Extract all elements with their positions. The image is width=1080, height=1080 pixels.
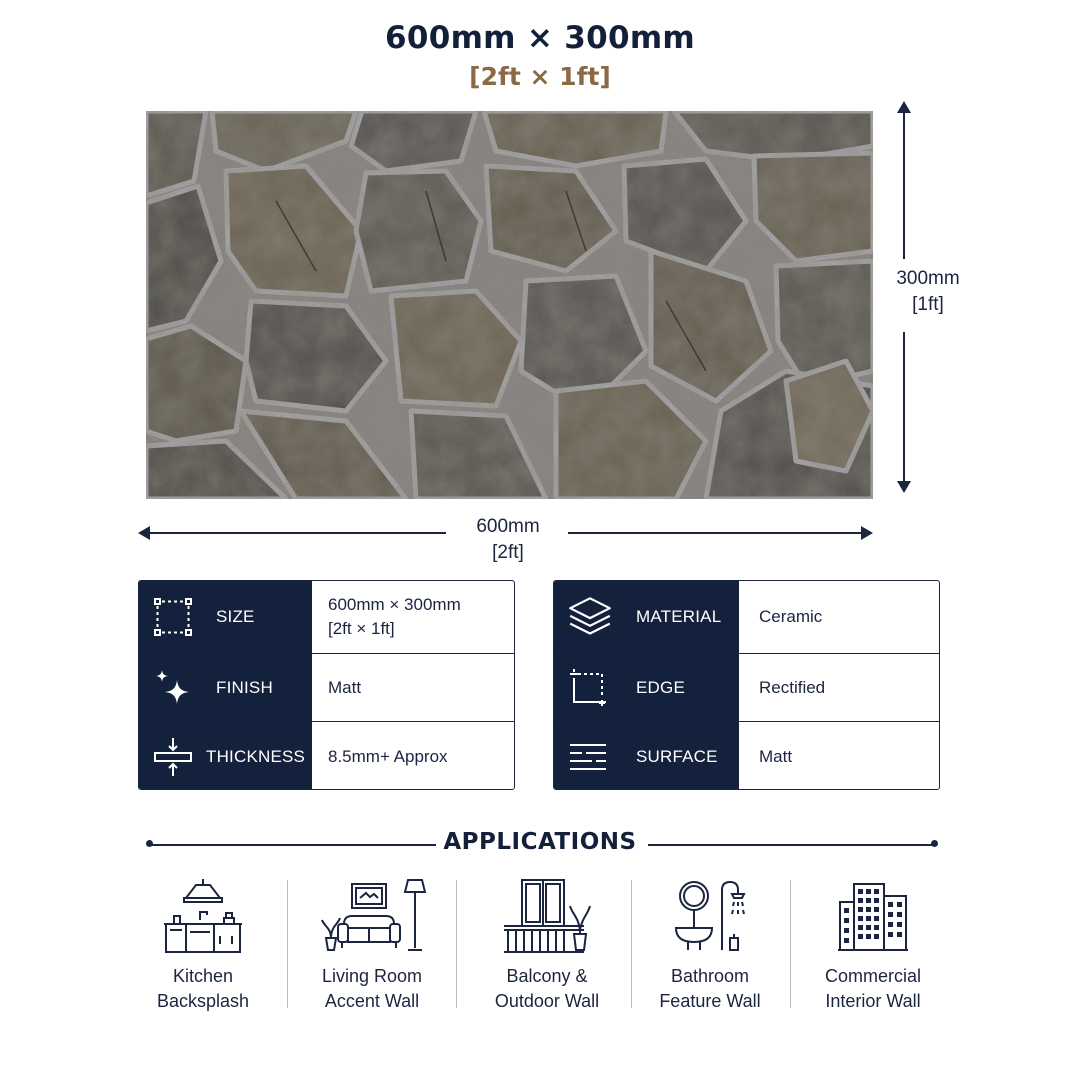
- application-label: [122, 964, 284, 1014]
- spec-value-size-line2: [2ft × 1ft]: [328, 619, 395, 638]
- width-value: 600mm: [476, 516, 540, 537]
- height-dimension-line-lower: [903, 332, 905, 482]
- spec-key-cell: [554, 581, 739, 653]
- living-room-icon: [318, 878, 426, 954]
- spec-value-finish: Matt: [328, 677, 362, 697]
- spec-label-thickness: THICKNESS: [206, 746, 306, 766]
- application-label-line2: Accent Wall: [324, 991, 420, 1011]
- spec-table-right: [553, 580, 940, 790]
- surface-lines-icon: [568, 737, 608, 777]
- width-dimension-line: [148, 532, 446, 534]
- balcony-icon: [502, 878, 592, 954]
- divider-dot-right: [931, 840, 938, 847]
- application-label-line1: Living Room: [321, 966, 423, 986]
- width-dimension-label: [448, 514, 568, 566]
- application-kitchen: [122, 878, 284, 1018]
- spec-row-material: [554, 581, 939, 654]
- application-label-line2: Backsplash: [156, 991, 250, 1011]
- spec-key-cell: [554, 722, 739, 790]
- height-imperial: [1ft]: [912, 294, 944, 315]
- dimension-arrow-right-icon: [861, 526, 873, 540]
- tile-preview-image: [146, 111, 873, 499]
- edge-corner-icon: [568, 668, 608, 708]
- spec-row-thickness: [139, 722, 514, 790]
- application-separator: [790, 880, 791, 1008]
- application-living-room: [291, 878, 453, 1018]
- application-separator: [287, 880, 288, 1008]
- application-commercial: [792, 878, 954, 1018]
- spec-key-cell: [139, 654, 312, 721]
- application-label: [466, 964, 628, 1014]
- width-imperial: [2ft]: [492, 542, 524, 563]
- size-frame-icon: [153, 597, 193, 637]
- kitchen-icon: [162, 878, 244, 954]
- spec-row-surface: [554, 722, 939, 790]
- spec-label-surface: SURFACE: [636, 746, 718, 766]
- divider-line-right: [648, 844, 934, 846]
- spec-value-surface: Matt: [759, 746, 793, 766]
- spec-key-cell: [139, 581, 312, 653]
- application-bathroom: [629, 878, 791, 1018]
- spec-key-cell: [139, 722, 312, 790]
- spec-label-finish: FINISH: [216, 677, 273, 697]
- spec-row-edge: [554, 654, 939, 722]
- spec-value-edge: Rectified: [759, 677, 826, 697]
- application-label-line2: Feature Wall: [659, 991, 761, 1011]
- spec-value-thickness: 8.5mm+ Approx: [328, 746, 448, 766]
- height-value: 300mm: [896, 268, 960, 289]
- spec-value-material: Ceramic: [759, 607, 823, 626]
- application-balcony: [466, 878, 628, 1018]
- application-separator: [456, 880, 457, 1008]
- thickness-icon: [153, 737, 193, 777]
- page-title: 600mm × 300mm: [384, 20, 696, 56]
- spec-table-left: [138, 580, 515, 790]
- dimension-arrow-down-icon: [897, 481, 911, 493]
- spec-value-size-line1: 600mm × 300mm: [328, 595, 461, 614]
- spec-key-cell: [554, 654, 739, 721]
- layers-icon: [568, 595, 612, 639]
- height-dimension-label: [868, 266, 988, 318]
- spec-value-size: [328, 593, 461, 641]
- application-label: [629, 964, 791, 1014]
- application-label: [291, 964, 453, 1014]
- application-label-line1: Kitchen: [172, 966, 234, 986]
- application-label: [792, 964, 954, 1014]
- application-label-line2: Outdoor Wall: [494, 991, 600, 1011]
- height-dimension-line: [903, 111, 905, 259]
- spec-row-finish: [139, 654, 514, 722]
- width-dimension-line-right: [568, 532, 862, 534]
- sparkle-icon: [153, 668, 193, 708]
- commercial-building-icon: [836, 878, 910, 954]
- application-label-line2: Interior Wall: [825, 991, 921, 1011]
- spec-row-size: [139, 581, 514, 654]
- application-label-line1: Commercial: [824, 966, 921, 986]
- spec-label-edge: EDGE: [636, 677, 685, 697]
- spec-label-material: MATERIAL: [636, 607, 722, 626]
- page-subtitle: [2ft × 1ft]: [469, 62, 611, 91]
- bathroom-icon: [670, 878, 750, 954]
- application-label-line1: Balcony &: [506, 966, 588, 986]
- spec-label-size: SIZE: [216, 607, 255, 626]
- applications-title: APPLICATIONS: [443, 829, 637, 855]
- application-label-line1: Bathroom: [670, 966, 750, 986]
